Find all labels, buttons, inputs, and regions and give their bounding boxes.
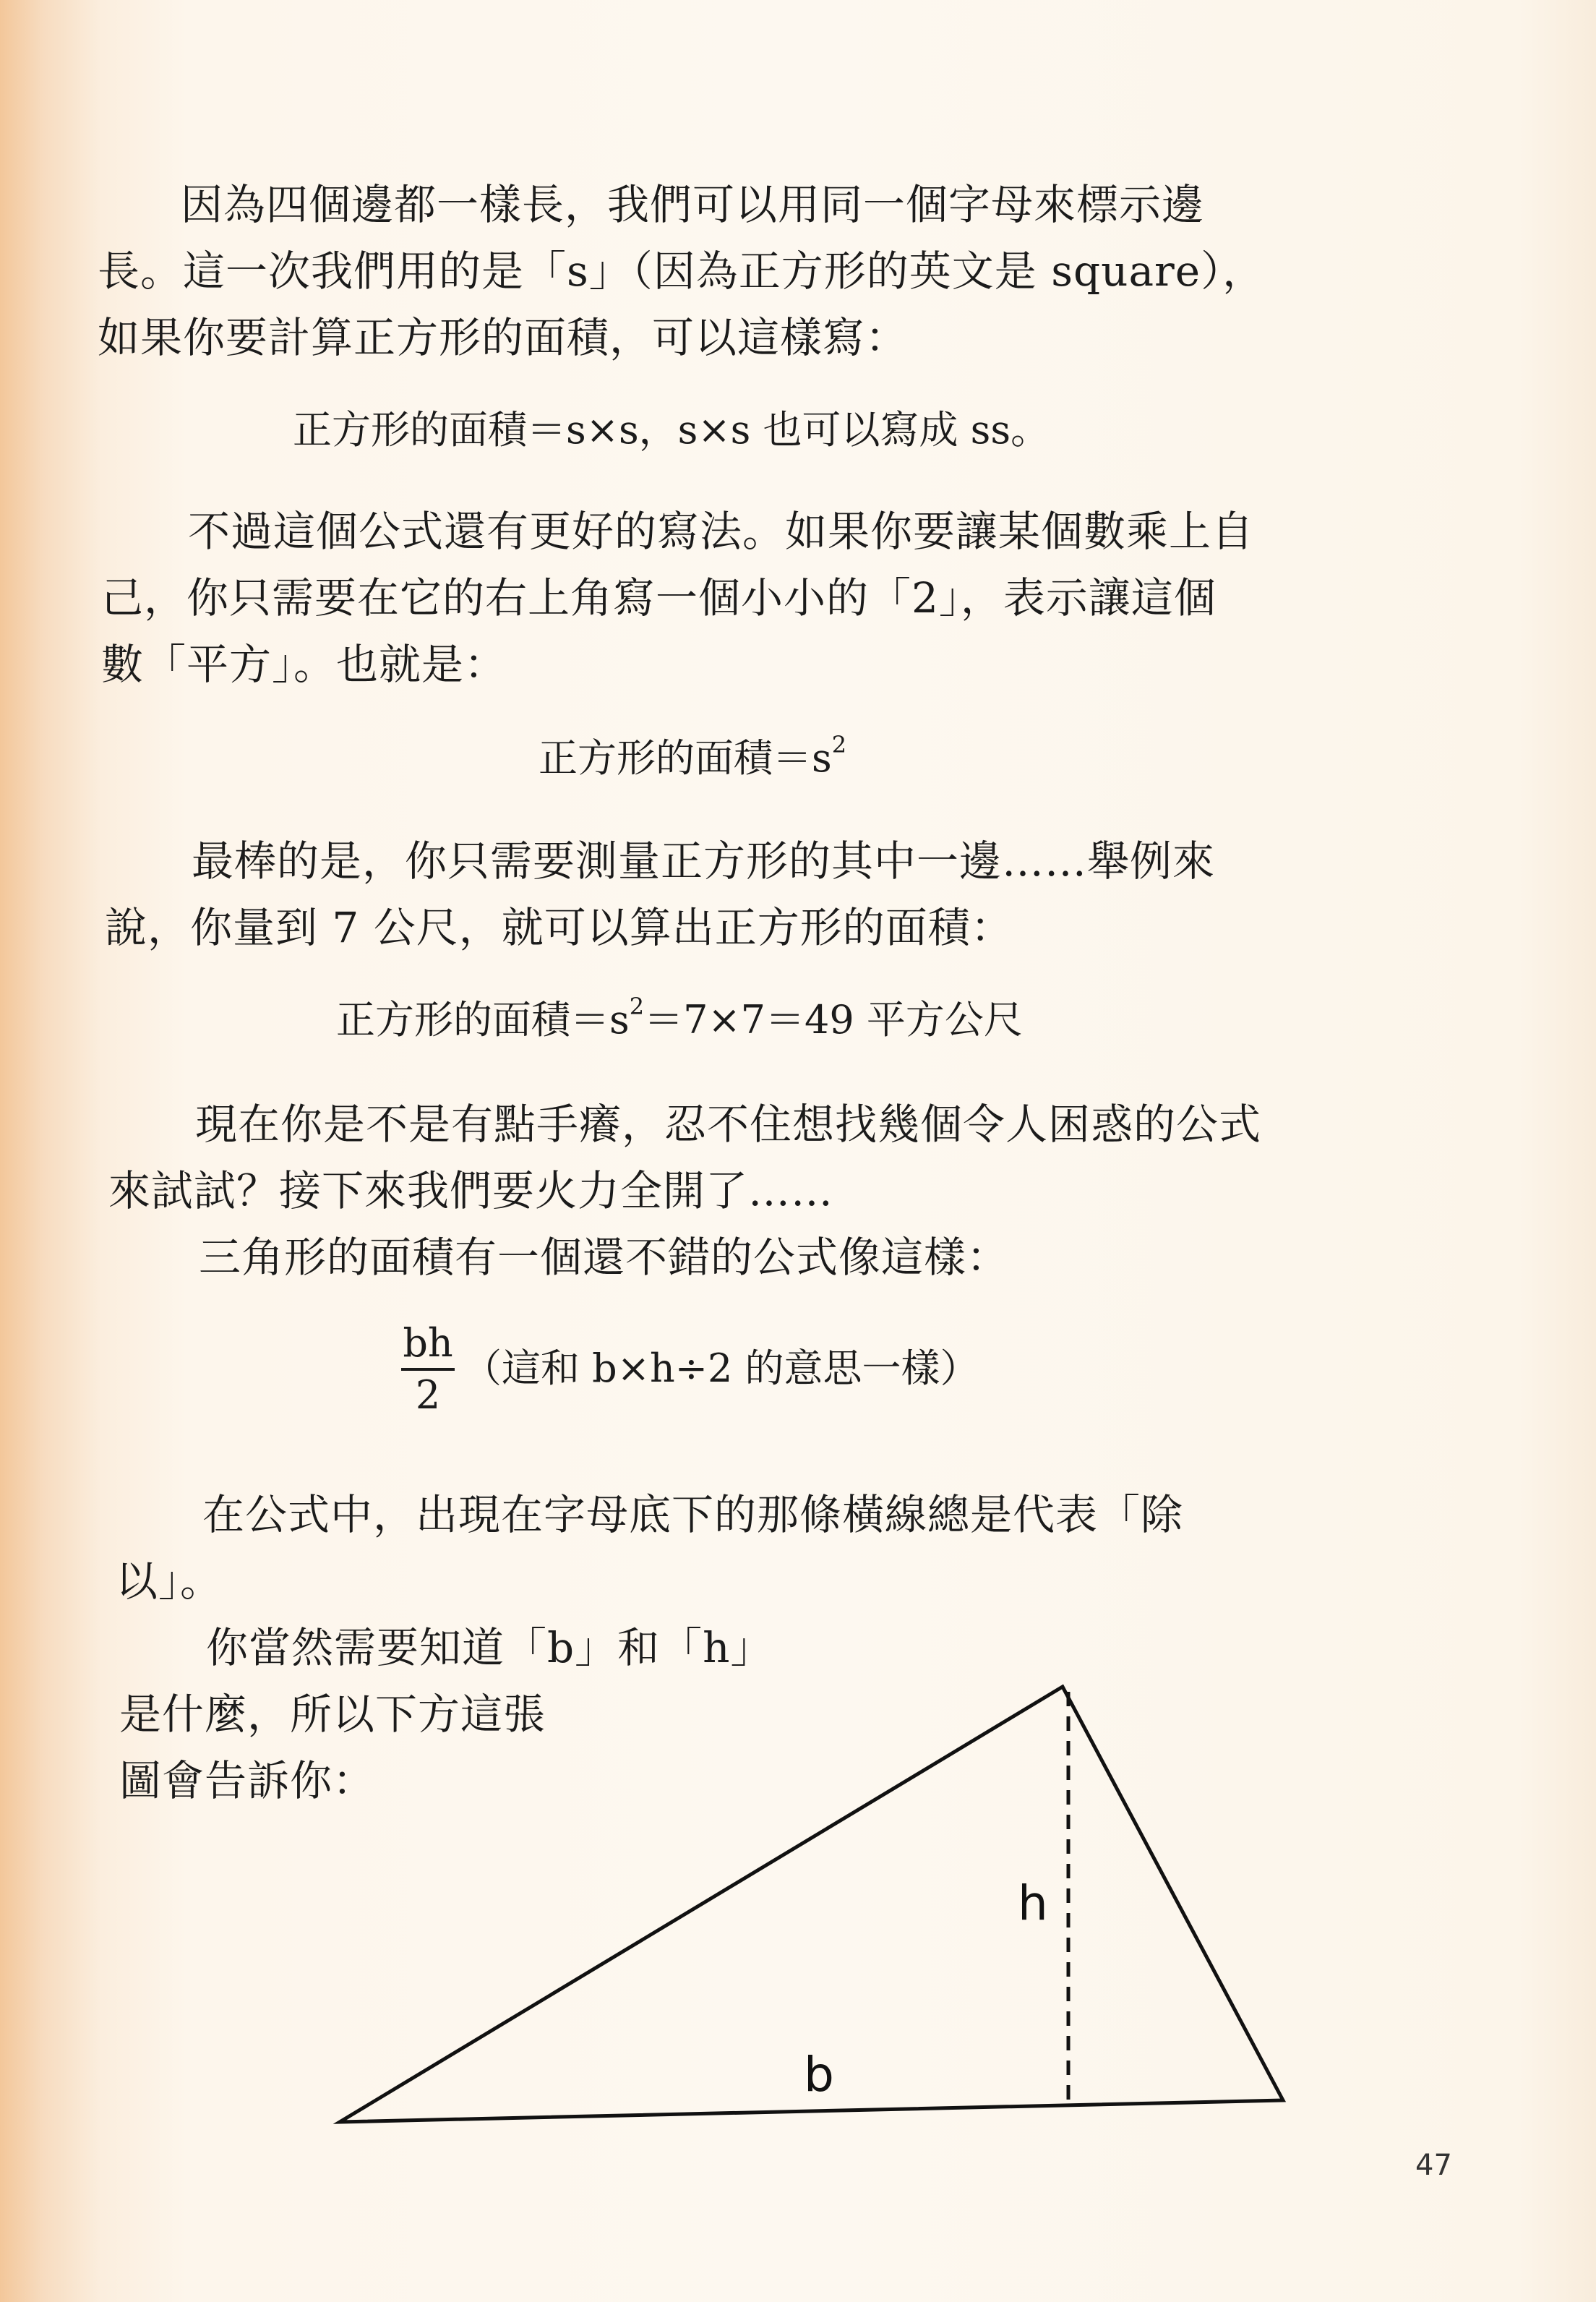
formula-part: 正方形的面積＝s: [336, 997, 630, 1043]
formula-base: 正方形的面積＝s: [539, 735, 832, 781]
text-line: 以」。: [116, 1557, 223, 1606]
text-line: 來試試？接下來我們要火力全開了……: [108, 1166, 834, 1215]
text-line: 如果你要計算正方形的面積，可以這樣寫：: [98, 313, 909, 362]
page-number: 47: [1415, 2149, 1452, 2182]
text-line: 最棒的是，你只需要測量正方形的其中一邊……舉例來: [192, 836, 1216, 886]
text-line: 數「平方」。也就是：: [101, 640, 507, 689]
text-line: 在公式中，出現在字母底下的那條橫線總是代表「除: [202, 1490, 1184, 1539]
base-label: b: [804, 2047, 834, 2102]
text-line: 己，你只需要在它的右上角寫一個小小的「2」，表示讓這個: [101, 573, 1217, 622]
formula-square-area-ss: 正方形的面積＝s×s，s×s 也可以寫成 ss。: [293, 407, 1050, 453]
text-line: 說，你量到 7 公尺，就可以算出正方形的面積：: [105, 903, 1013, 952]
height-label: h: [1018, 1875, 1048, 1931]
text-line: 因為四個邊都一樣長，我們可以用同一個字母來標示邊: [181, 180, 1205, 229]
exponent: 2: [629, 993, 645, 1020]
formula-explanation: （這和 b×h÷2 的意思一樣）: [463, 1345, 979, 1391]
text-line: 不過這個公式還有更好的寫法。如果你要讓某個數乘上自: [188, 507, 1255, 556]
text-line: 圖會告訴你：: [119, 1756, 376, 1805]
exponent: 2: [831, 731, 847, 758]
fraction-denominator: 2: [415, 1372, 441, 1418]
text-line: 你當然需要知道「b」和「h」: [206, 1623, 773, 1672]
text-line: 三角形的面積有一個還不錯的公式像這樣：: [199, 1233, 1010, 1282]
fraction-numerator: bh: [401, 1322, 455, 1371]
text-line: 現在你是不是有點手癢，忍不住想找幾個令人困惑的公式: [195, 1100, 1262, 1149]
formula-part: ＝7×7＝49 平方公尺: [644, 997, 1023, 1043]
text-line: 是什麼，所以下方這張: [119, 1690, 546, 1739]
text-line: 長。這一次我們用的是「s」（因為正方形的英文是 square），: [98, 247, 1266, 296]
